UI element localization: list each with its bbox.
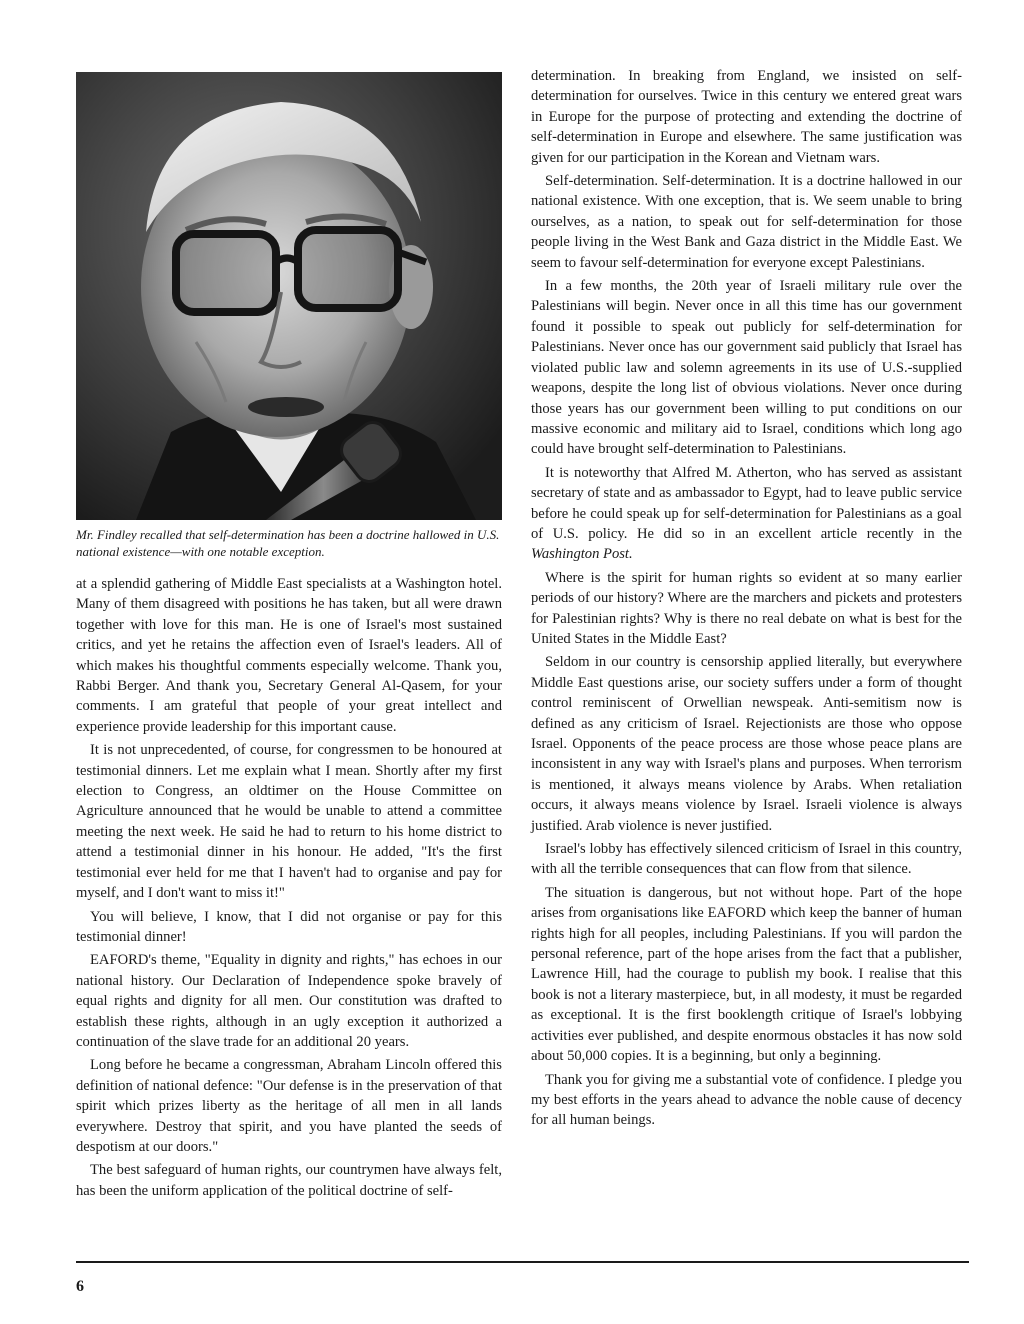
- speaker-photo-illustration: [76, 72, 502, 520]
- paragraph: The best safeguard of human rights, our countrymen have always felt, has been the uniform application of the political doctrine of self-: [76, 1162, 502, 1199]
- paragraph: Self-determination. Self-determination. It is a doctrine hallowed in our national existence. With one exception, that is. We seem unable to bring ourselves, as a nation, to speak out for self-determination for those people living in the West Bank and Gaza district in the Middle East. We seem to favour self-determination for everyone except Palestinians.: [531, 173, 962, 271]
- paragraph: Seldom in our country is censorship applied literally, but everywhere Middle East questions arise, our society suffers under a form of thought control reminiscent of Orwellian newspeak. Anti-semitism now is defined as any criticism of Israel. Rejectionists are those who oppose Israel. Opponents of the peace process are those whose peace plans are inconsistent in any way with Israel's plans and purposes. When terrorism is mentioned, it always means violence by Arabs. When retaliation occurs, it always means violence by Israel. Israeli violence is always justified. Arab violence is never justified.: [531, 654, 962, 834]
- paragraph: In a few months, the 20th year of Israeli military rule over the Palestinians will begin. Never once in all this time has our government found it possible to speak out publicly for self-determination for Palestinians. Never once has our government said publicly that Israel has violated public law and solemn agreements in its use of U.S.-supplied weapons, despite the long list of obvious violations. Never once during those years has our government been willing to put conditions on our massive economic and military aid to Israel, conditions which long ago could have brought self-determination to Palestinians.: [531, 278, 962, 458]
- right-column: [531, 66, 962, 1134]
- paragraph: The situation is dangerous, but not without hope. Part of the hope arises from organisations like EAFORD which keep the banner of human rights high for all peoples, including Palestinians. If you will pardon the personal reference, part of the hope arises from the fact that a publisher, Lawrence Hill, had the courage to publish my book. I realise that this book is not a literary masterpiece, but, in all modesty, it must be regarded as exceptional. It is the first booklength critique of Israel's lobbying activities ever published, and despite enormous obstacles it has now sold about 50,000 copies. It is a beginning, but only a beginning.: [531, 884, 962, 1065]
- paragraph: You will believe, I know, that I did not organise or pay for this testimonial dinner!: [76, 908, 502, 945]
- paragraph: Thank you for giving me a substantial vote of confidence. I pledge you my best efforts in the years ahead to advance the noble cause of decency for all human beings.: [531, 1071, 962, 1129]
- paragraph: at a splendid gathering of Middle East specialists at a Washington hotel. Many of them disagreed with positions he has taken, but all were drawn together with love for this man. He is one of Israel's most sustained critics, and yet he retains the affection even of Israel's leaders. All of which makes his thoughtful comments especially welcome. Thank you, Rabbi Berger. And thank you, Secretary General Al-Qasem, for your comments. I am grateful that people of your great intellect and experience provide leadership for this important cause.: [76, 576, 502, 735]
- paragraph-atherton: [531, 463, 962, 565]
- paragraph: It is not unprecedented, of course, for congressmen to be honoured at testimonial dinners. Let me explain what I mean. Shortly after my first election to Congress, an oldtimer on the House Committee on Agriculture announced that he would be unable to attend a committee meeting the next week. He said he had to return to his home district to attend a testimonial dinner in his honour. He added, "It's the first testimonial ever held for me that I haven't had to organise and pay for myself, and I don't want to miss it!": [76, 742, 502, 902]
- paragraph: EAFORD's theme, "Equality in dignity and rights," has echoes in our national history. Our Declaration of Independence spoke bravely of equal rights and dignity for all men. Our constitution was drafted to establish these rights, although in an ugly exception it authorized a continuation of the slave trade for an additional 20 years.: [76, 952, 502, 1050]
- footer-rule: [76, 1261, 969, 1263]
- paragraph: determination. In breaking from England, we insisted on self-determination for ourselves. Twice in this century we entered great wars in Europe for the purpose of protecting and extending the doctrine of self-determination in Europe and elsewhere. The same justification was given for our participation in the Korean and Vietnam wars.: [531, 68, 962, 166]
- paragraph-text: It is noteworthy that Alfred M. Atherton, who has served as assistant secretary of state and as ambassador to Egypt, had to leave public service before he could speak up for self-determination for Palestinians as a goal of U.S. policy. He did so in an excellent article recently in the: [531, 464, 962, 542]
- paragraph: Israel's lobby has effectively silenced criticism of Israel in this country, with all the terrible consequences that can flow from that silence.: [531, 841, 962, 878]
- paragraph: Long before he became a congressman, Abraham Lincoln offered this definition of national defence: "Our defense is in the preservation of that spirit which prizes liberty as the heritage of all men in all lands everywhere. Destroy that spirit, and you have planted the seeds of despotism at our doors.": [76, 1057, 502, 1155]
- left-column: [76, 72, 502, 1204]
- speaker-photo: [76, 72, 502, 520]
- paragraph: Where is the spirit for human rights so evident at so many earlier periods of our history? Where are the marchers and pickets and protesters for Palestinian rights? Why is there no real debate on what is best for the United States in the Middle East?: [531, 569, 962, 647]
- page-number: 6: [76, 1278, 84, 1295]
- photo-caption: Mr. Findley recalled that self-determination has been a doctrine hallowed in U.S. national existence—with one notable exception.: [76, 527, 500, 559]
- publication-title: Washington Post.: [531, 546, 633, 563]
